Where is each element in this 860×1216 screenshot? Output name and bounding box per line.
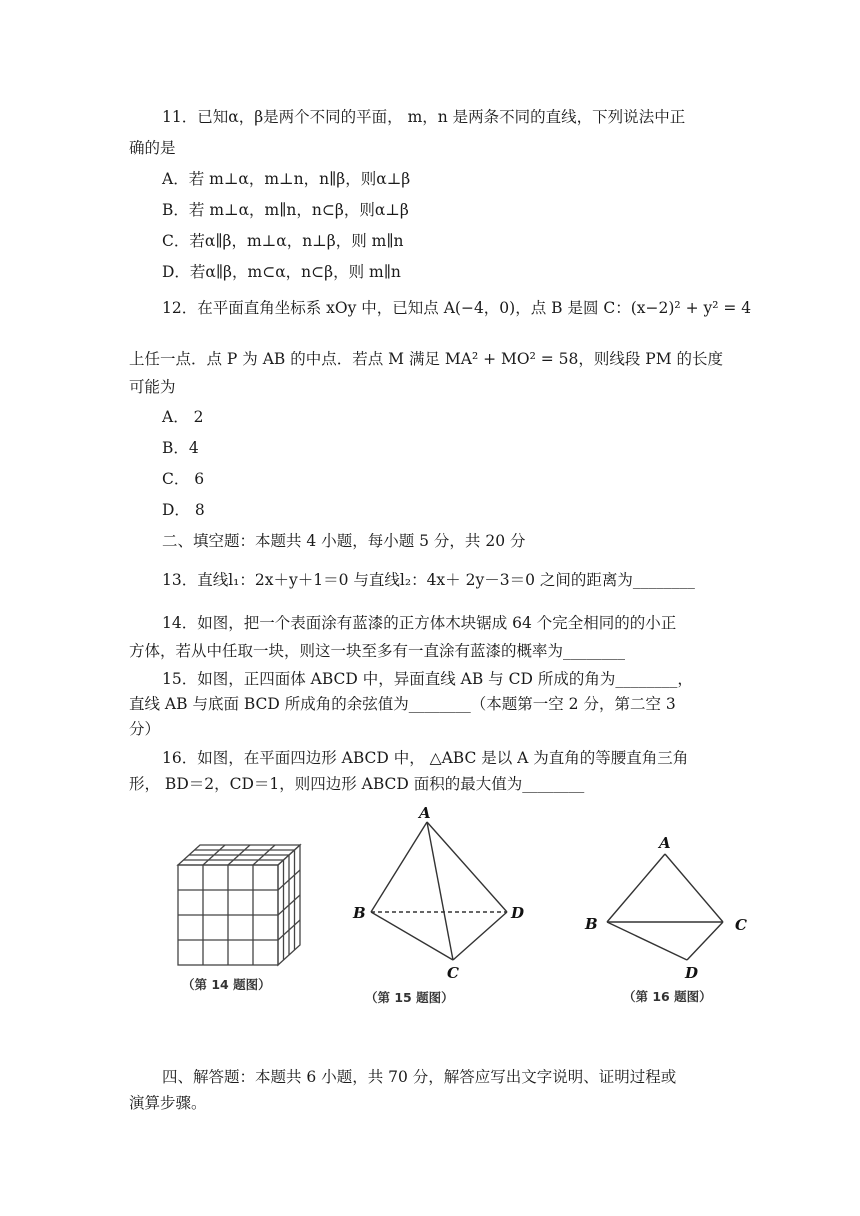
figure-15 (345, 800, 545, 1010)
figure-14-caption: （第 14 题图） (182, 977, 271, 992)
fig16-label-d: D (685, 964, 699, 980)
cube-diagram (170, 835, 320, 975)
q12-option-a: A． 2 (162, 408, 204, 426)
q11-option-b: B．若 m⊥α，m∥n，n⊂β，则α⊥β (162, 201, 409, 219)
figure-14 (170, 835, 320, 995)
tetrahedron-diagram (345, 800, 545, 980)
q11-option-d: D．若α∥β，m⊂α，n⊂β，则 m∥n (162, 263, 401, 281)
figure-16 (575, 830, 765, 1010)
q12-option-c: C． 6 (162, 470, 205, 488)
fig15-label-a: A (419, 804, 431, 822)
q15-line3: 分） (129, 720, 161, 738)
q11-option-a: A．若 m⊥α，m⊥n，n∥β，则α⊥β (162, 170, 411, 188)
fig15-label-b: B (353, 904, 366, 922)
q14-line2: 方体，若从中任取一块，则这一块至多有一直涂有蓝漆的概率为________ (129, 642, 626, 660)
fig15-label-c: C (447, 964, 459, 980)
q12-line3: 可能为 (129, 378, 176, 396)
q12-option-b: B．4 (162, 439, 199, 457)
fig16-label-c: C (735, 916, 747, 934)
q11-line2: 确的是 (129, 139, 176, 157)
q16-line2: 形， BD＝2，CD＝1，则四边形 ABCD 面积的最大值为________ (129, 775, 585, 793)
figure-16-caption: （第 16 题图） (623, 989, 712, 1004)
q15-line2: 直线 AB 与底面 BCD 所成角的余弦值为________（本题第一空 2 分，第二空 3 (129, 695, 676, 713)
q15-line1: 15．如图，正四面体 ABCD 中，异面直线 AB 与 CD 所成的角为________， (162, 670, 693, 688)
quadrilateral-diagram (575, 830, 765, 980)
q12-line1: 12．在平面直角坐标系 xOy 中，已知点 A(−4，0)，点 B 是圆 C：(x−2)² + y² = 4 (162, 299, 752, 317)
q16-line1: 16．如图，在平面四边形 ABCD 中， △ABC 是以 A 为直角的等腰直角三角 (162, 749, 689, 767)
figure-15-caption: （第 15 题图） (365, 990, 454, 1005)
q11-option-c: C．若α∥β，m⊥α，n⊥β，则 m∥n (162, 232, 404, 250)
q13-text: 13．直线l₁：2x＋y＋1＝0 与直线l₂：4x＋ 2y－3＝0 之间的距离为________ (162, 571, 695, 589)
fig16-label-a: A (659, 834, 671, 852)
q11-line1: 11．已知α，β是两个不同的平面， m，n 是两条不同的直线，下列说法中正 (162, 108, 686, 126)
section4-line1: 四、解答题：本题共 6 小题，共 70 分，解答应写出文字说明、证明过程或 (162, 1068, 677, 1086)
q12-option-d: D． 8 (162, 501, 205, 519)
fig16-label-b: B (585, 915, 598, 933)
q14-line1: 14．如图，把一个表面涂有蓝漆的正方体木块锯成 64 个完全相同的的小正 (162, 614, 677, 632)
fig15-label-d: D (511, 904, 525, 922)
section2-heading: 二、填空题：本题共 4 小题，每小题 5 分，共 20 分 (162, 532, 526, 550)
q12-line2: 上任一点．点 P 为 AB 的中点．若点 M 满足 MA² + MO² = 58，则线段 PM 的长度 (129, 350, 724, 368)
section4-line2: 演算步骤。 (129, 1094, 207, 1112)
